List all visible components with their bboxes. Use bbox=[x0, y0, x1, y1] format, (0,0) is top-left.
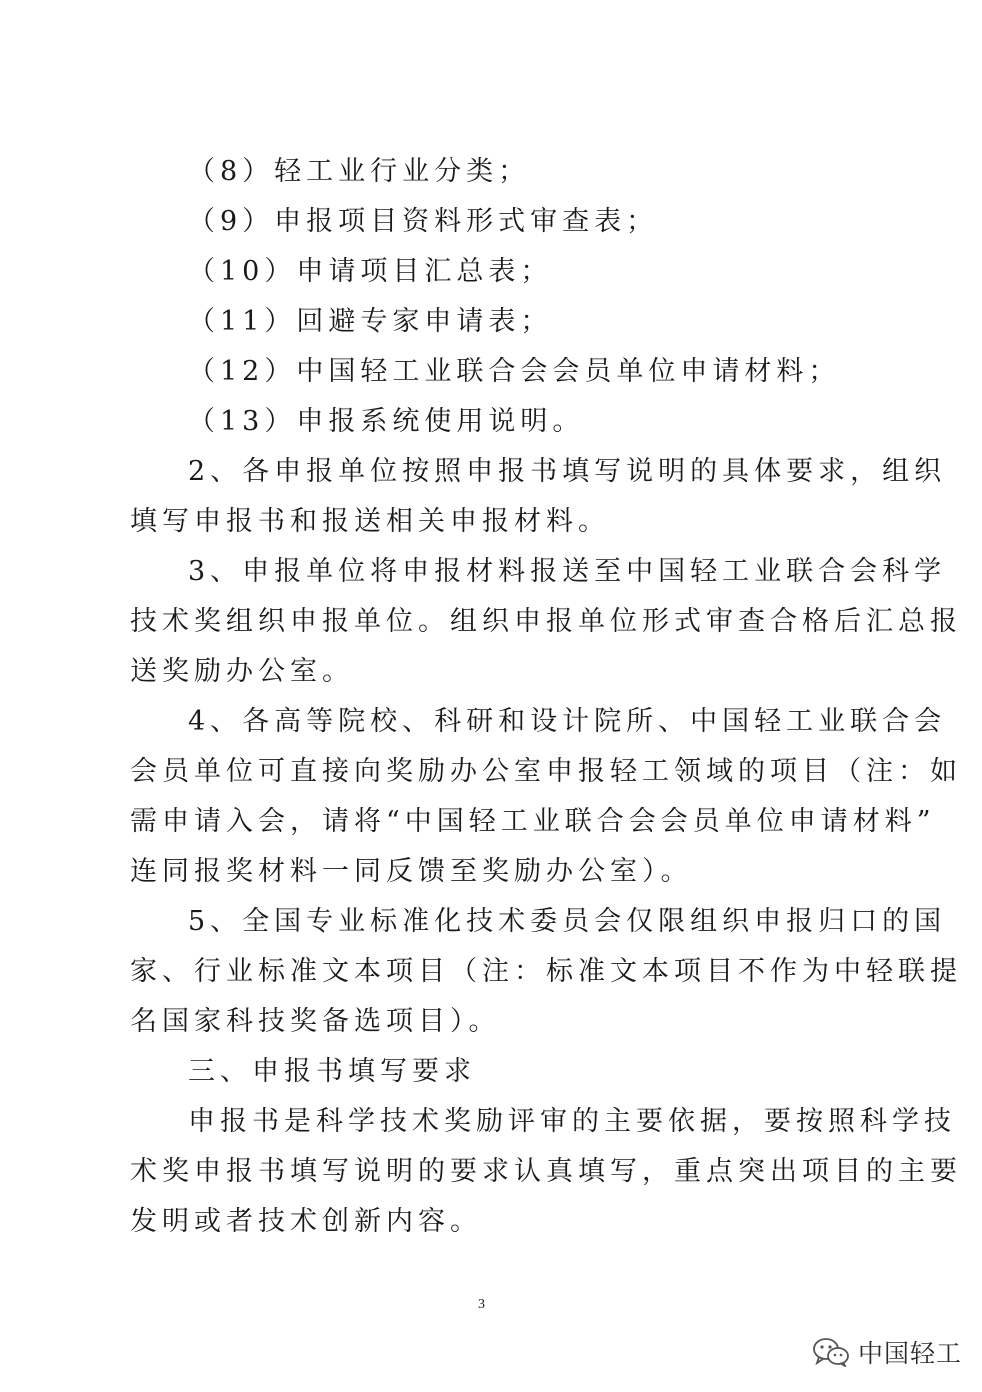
paragraph-5-line-2: 家、行业标准文本项目（注：标准文本项目不作为中轻联提 bbox=[130, 956, 962, 987]
paragraph-2-line-1: 2、各申报单位按照申报书填写说明的具体要求，组织 bbox=[188, 456, 947, 487]
paragraph-4-line-4: 连同报奖材料一同反馈至奖励办公室）。 bbox=[130, 856, 693, 887]
page-number: 3 bbox=[478, 1297, 485, 1312]
paragraph-5-line-3: 名国家科技奖备选项目）。 bbox=[130, 1006, 501, 1037]
list-item-13: （13）申报系统使用说明。 bbox=[188, 406, 585, 437]
paragraph-3-line-1: 3、申报单位将申报材料报送至中国轻工业联合会科学 bbox=[188, 556, 947, 587]
list-item-10: （10）申请项目汇总表； bbox=[188, 256, 553, 287]
paragraph-3-line-3: 送奖励办公室。 bbox=[130, 656, 354, 687]
paragraph-3-line-2: 技术奖组织申报单位。组织申报单位形式审查合格后汇总报 bbox=[130, 606, 962, 637]
paragraph-2-line-2: 填写申报书和报送相关申报材料。 bbox=[130, 506, 610, 537]
paragraph-5-line-1: 5、全国专业标准化技术委员会仅限组织申报归口的国 bbox=[188, 906, 947, 937]
paragraph-6-line-1: 申报书是科学技术奖励评审的主要依据，要按照科学技 bbox=[188, 1106, 956, 1137]
list-item-8: （8）轻工业行业分类； bbox=[188, 156, 531, 187]
list-item-9: （9）申报项目资料形式审查表； bbox=[188, 206, 659, 237]
list-item-12: （12）中国轻工业联合会会员单位申请材料； bbox=[188, 356, 841, 387]
paragraph-4-line-2: 会员单位可直接向奖励办公室申报轻工领域的项目（注：如 bbox=[130, 756, 962, 787]
paragraph-4-line-3: 需申请入会，请将“中国轻工业联合会会员单位申请材料” bbox=[130, 806, 936, 837]
paragraph-4-line-1: 4、各高等院校、科研和设计院所、中国轻工业联合会 bbox=[188, 706, 947, 737]
paragraph-6-line-3: 发明或者技术创新内容。 bbox=[130, 1206, 482, 1237]
list-item-11: （11）回避专家申请表； bbox=[188, 306, 553, 337]
wechat-icon bbox=[812, 1337, 850, 1367]
watermark-text: 中国轻工 bbox=[858, 1339, 963, 1368]
paragraph-6-line-2: 术奖申报书填写说明的要求认真填写，重点突出项目的主要 bbox=[130, 1156, 962, 1187]
watermark bbox=[812, 1335, 962, 1369]
section-heading: 三、申报书填写要求 bbox=[188, 1056, 476, 1087]
